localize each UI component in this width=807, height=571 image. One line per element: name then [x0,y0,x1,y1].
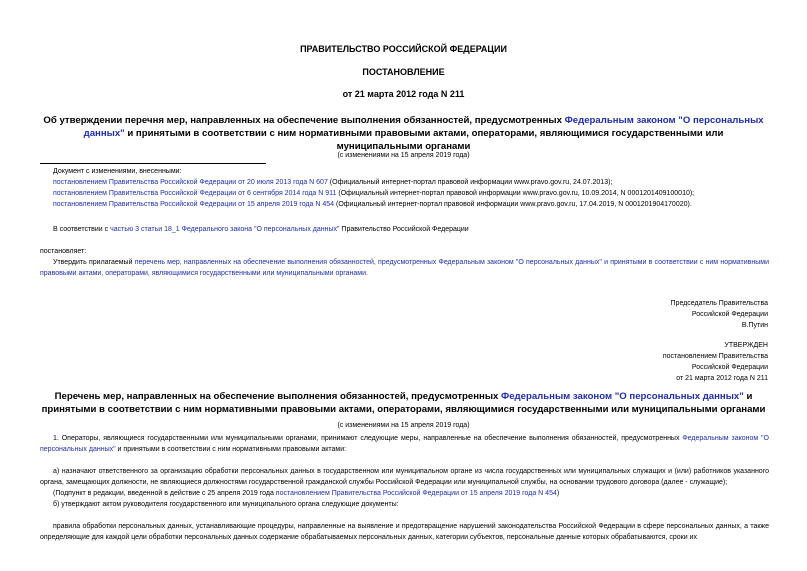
approve-paragraph: Утвердить прилагаемый перечень мер, направленных на обеспечение выполнения обязанностей, предусмотренных Федеральным законом "О персональных данных" и принятыми в соответствии с ним нормативными правовыми актами, операторами, являющимися государственными или муниципальными органами. [40,259,769,277]
paragraph-1: 1. Операторы, являющиеся государственными или муниципальными органами, принимают следующие меры, направленные на обеспечение выполнения обязанностей, предусмотренных Федеральным законом "О персональных данных" и принятыми в соответствии с ним нормативными правовыми актами: [40,435,769,453]
change-item: постановлением Правительства Российской Федерации от 6 сентября 2014 года N 911 (Официальный интернет-портал правовой информации www.pravo.gov.ru, 10.09.2014, N 0001201409100010); [53,190,695,197]
change-item: постановлением Правительства Российской Федерации от 15 апреля 2019 года N 454 (Официальный интернет-портал правовой информации www.pravo.gov.ru, 17.04.2019, N 0001201904170020). [53,201,692,208]
document-type: ПОСТАНОВЛЕНИЕ [362,67,445,77]
document-date: от 21 марта 2012 года N 211 [342,89,465,99]
divider [40,163,266,164]
accordance-paragraph: В соответствии с частью 3 статьи 18_1 Федерального закона "О персональных данных" Правительство Российской Федерации [53,226,469,233]
rules-paragraph: правила обработки персональных данных, устанавливающие процедуры, направленные на выявление и предотвращение нарушений законодательства Российской Федерации в сфере персональных данных, а также определяющие для каждой цели обработки персональных данных содержание обрабатываемых персональных данных, категории субъектов, персональные данные которых обрабатываются, сроки их [40,523,769,541]
subpoint-a: а) назначают ответственного за организацию обработки персональных данных в государственном или муниципальном органе из числа государственных или муниципальных служащих и (или) работников указанного органа, замещающих должности, не являющиеся должностями государственной гражданской службы Российской Федерации или муниципальной службы, на основании трудового договора (далее - служащие); [40,468,769,486]
signature-block: Председатель Правительства Российской Федерации В.Путин [670,300,768,329]
decree-word: постановляет: [40,248,87,255]
measures-list-link[interactable]: перечень мер, направленных на обеспечение выполнения обязанностей, предусмотренных Федеральным законом "О персональных данных" и принятыми в соответствии с ним нормативными правовыми актами, операторами, являющимися государственными или муниципальными органами. [40,259,769,277]
change-link[interactable]: постановлением Правительства Российской Федерации от 6 сентября 2014 года N 911 [53,190,337,197]
body-law-link[interactable]: Федеральным законом "О персональных данных" [40,435,769,453]
approved-block: УТВЕРЖДЕН постановлением Правительства Российской Федерации от 21 марта 2012 года N 211 [662,342,768,382]
list-title-law-link[interactable]: Федеральным законом "О персональных данных" [501,391,744,402]
change-item: постановлением Правительства Российской Федерации от 20 июля 2013 года N 607 (Официальный интернет-портал правовой информации www.pravo.gov.ru, 24.07.2013); [53,179,613,186]
changes-block [53,166,793,210]
revision-note: (с изменениями на 15 апреля 2019 года) [337,152,470,159]
changes-intro: Документ с изменениями, внесенными: [53,168,182,175]
revision-note-2: (с изменениями на 15 апреля 2019 года) [337,422,470,429]
amendment-link[interactable]: постановлением Правительства Российской Федерации от 15 апреля 2019 года N 454 [275,490,557,497]
subpoint-a-note: (Подпункт в редакции, введенной в действие с 25 апреля 2019 года постановлением Правительства Российской Федерации от 15 апреля 2019 года N 454) [53,490,560,497]
subpoint-b: б) утверждают актом руководителя государственного или муниципального органа следующие документы: [53,501,399,508]
list-body [40,433,769,543]
change-link[interactable]: постановлением Правительства Российской Федерации от 15 апреля 2019 года N 454 [53,201,335,208]
title-text: Об утверждении перечня мер, направленных на обеспечение выполнения обязанностей, предусмотренных [43,115,565,126]
title-law-link[interactable]: Федеральным законом "О персональных данных" [83,115,764,139]
title-text-end: и принятыми в соответствии с ним нормативными правовыми актами, операторами, являющимися государственными или муниципальными органами [124,128,724,152]
law-article-link[interactable]: частью 3 статьи 18_1 Федерального закона "О персональных данных" [110,226,340,233]
change-link[interactable]: постановлением Правительства Российской Федерации от 20 июля 2013 года N 607 [53,179,328,186]
government-heading: ПРАВИТЕЛЬСТВО РОССИЙСКОЙ ФЕДЕРАЦИИ [300,44,507,54]
list-title: Перечень мер, направленных на обеспечение выполнения обязанностей, предусмотренных Федеральным законом "О персональных данных" и принятыми в соответствии с ним нормативными правовыми актами, операторами, являющимися государственными или муниципальными органами [41,391,766,415]
document-title [40,114,767,153]
